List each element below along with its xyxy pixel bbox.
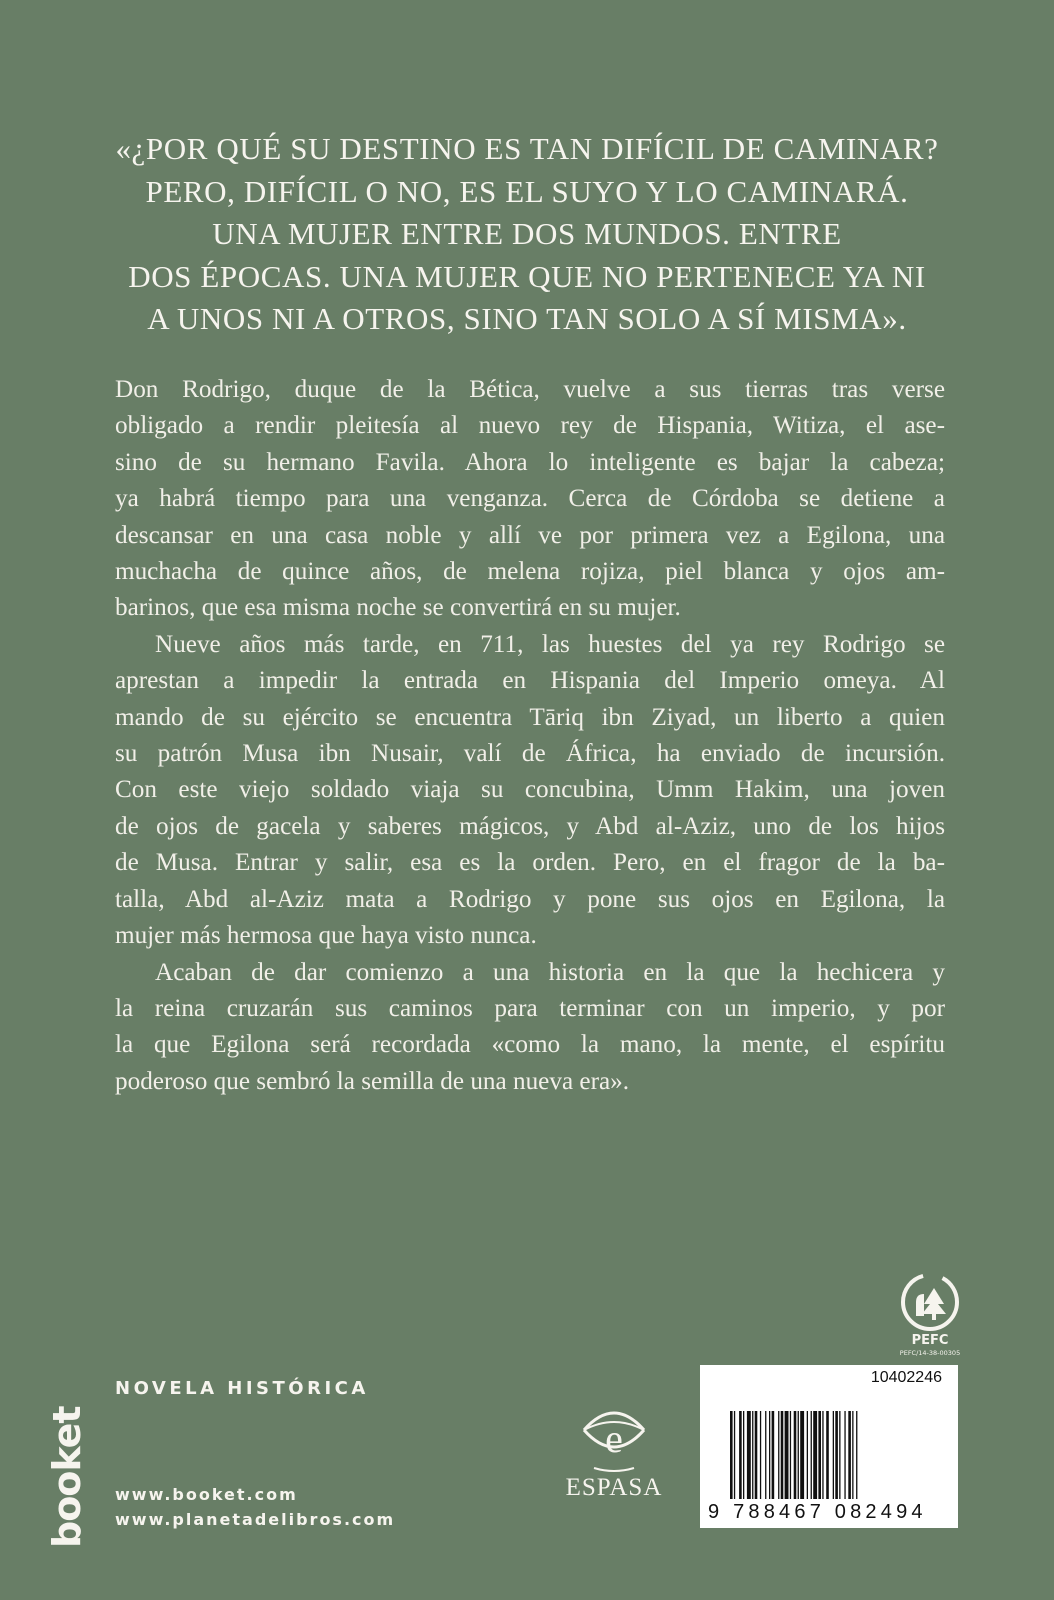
pefc-code: PEFC/14-38-00305 (899, 1349, 961, 1357)
synopsis-line: obligado a rendir pleitesía al nuevo rey de Hispania, Witiza, el ase- (115, 412, 945, 440)
synopsis-line: Acaban de dar comienzo a una historia en la que la hechicera y (155, 958, 945, 986)
synopsis-line: de Musa. Entrar y salir, esa es la orden. Pero, en el fragor de la ba- (115, 849, 945, 877)
quote-line: UNA MUJER ENTRE DOS MUNDOS. ENTRE (212, 216, 842, 251)
synopsis-line: mando de su ejército se encuentra Tāriq ibn Ziyad, un liberto a quien (115, 703, 945, 731)
synopsis-line: de ojos de gacela y saberes mágicos, y Abd al-Aziz, uno de los hijos (115, 812, 945, 840)
quote-line: A UNOS NI A OTROS, SINO TAN SOLO A SÍ MISMA». (147, 301, 907, 336)
synopsis-line: la que Egilona será recordada «como la mano, la mente, el espíritu (115, 1031, 945, 1059)
svg-text:booket: booket (45, 1406, 89, 1548)
synopsis-line: mujer más hermosa que haya visto nunca. (115, 922, 537, 950)
synopsis-line: talla, Abd al-Aziz mata a Rodrigo y pone sus ojos en Egilona, la (115, 885, 945, 913)
synopsis-line: sino de su hermano Favila. Ahora lo inteligente es bajar la cabeza; (115, 448, 945, 476)
barcode (700, 1365, 958, 1528)
synopsis-line: barinos, que esa misma noche se convertirá en su mujer. (115, 594, 681, 622)
synopsis-line: ya habrá tiempo para una venganza. Cerca de Córdoba se detiene a (115, 485, 945, 513)
synopsis-line: su patrón Musa ibn Nusair, valí de África, ha enviado de incursión. (115, 740, 945, 768)
publisher-name: ESPASA (565, 1474, 663, 1501)
barcode-bars-icon (730, 1411, 930, 1499)
synopsis-line: aprestan a impedir la entrada en Hispania del Imperio omeya. Al (115, 667, 945, 695)
svg-text:e: e (605, 1416, 623, 1461)
planeta-url[interactable]: www.planetadelibros.com (115, 1510, 396, 1529)
pefc-label: PEFC (911, 1333, 949, 1348)
synopsis-line: Nueve años más tarde, en 711, las huestes del ya rey Rodrigo se (155, 630, 945, 658)
quote-line: «¿POR QUÉ SU DESTINO ES TAN DIFÍCIL DE CAMINAR? (115, 131, 939, 166)
synopsis-line: Con este viejo soldado viaja su concubina, Umm Hakim, una joven (115, 776, 945, 804)
booket-url[interactable]: www.booket.com (115, 1485, 298, 1504)
quote-line: DOS ÉPOCAS. UNA MUJER QUE NO PERTENECE YA NI (128, 258, 926, 294)
booket-logo-icon (45, 1380, 90, 1550)
isbn-digits: 9 788467 082494 (708, 1501, 927, 1523)
pefc-logo-icon (894, 1272, 966, 1358)
synopsis-line: poderoso que sembró la semilla de una nueva era». (115, 1067, 630, 1095)
barcode-ref: 10402246 (870, 1369, 942, 1386)
cover-quote (110, 128, 944, 341)
quote-line: PERO, DIFÍCIL O NO, ES EL SUYO Y LO CAMINARÁ. (145, 173, 909, 209)
synopsis-line: Don Rodrigo, duque de la Bética, vuelve a sus tierras tras verse (115, 376, 945, 403)
synopsis-line: muchacha de quince años, de melena rojiza, piel blanca y ojos am- (115, 558, 945, 586)
synopsis-line: la reina cruzarán sus caminos para terminar con un imperio, y por (115, 994, 945, 1022)
synopsis (115, 372, 945, 1100)
synopsis-line: descansar en una casa noble y allí ve por primera vez a Egilona, una (115, 521, 945, 549)
genre-label: NOVELA HISTÓRICA (115, 1378, 369, 1399)
